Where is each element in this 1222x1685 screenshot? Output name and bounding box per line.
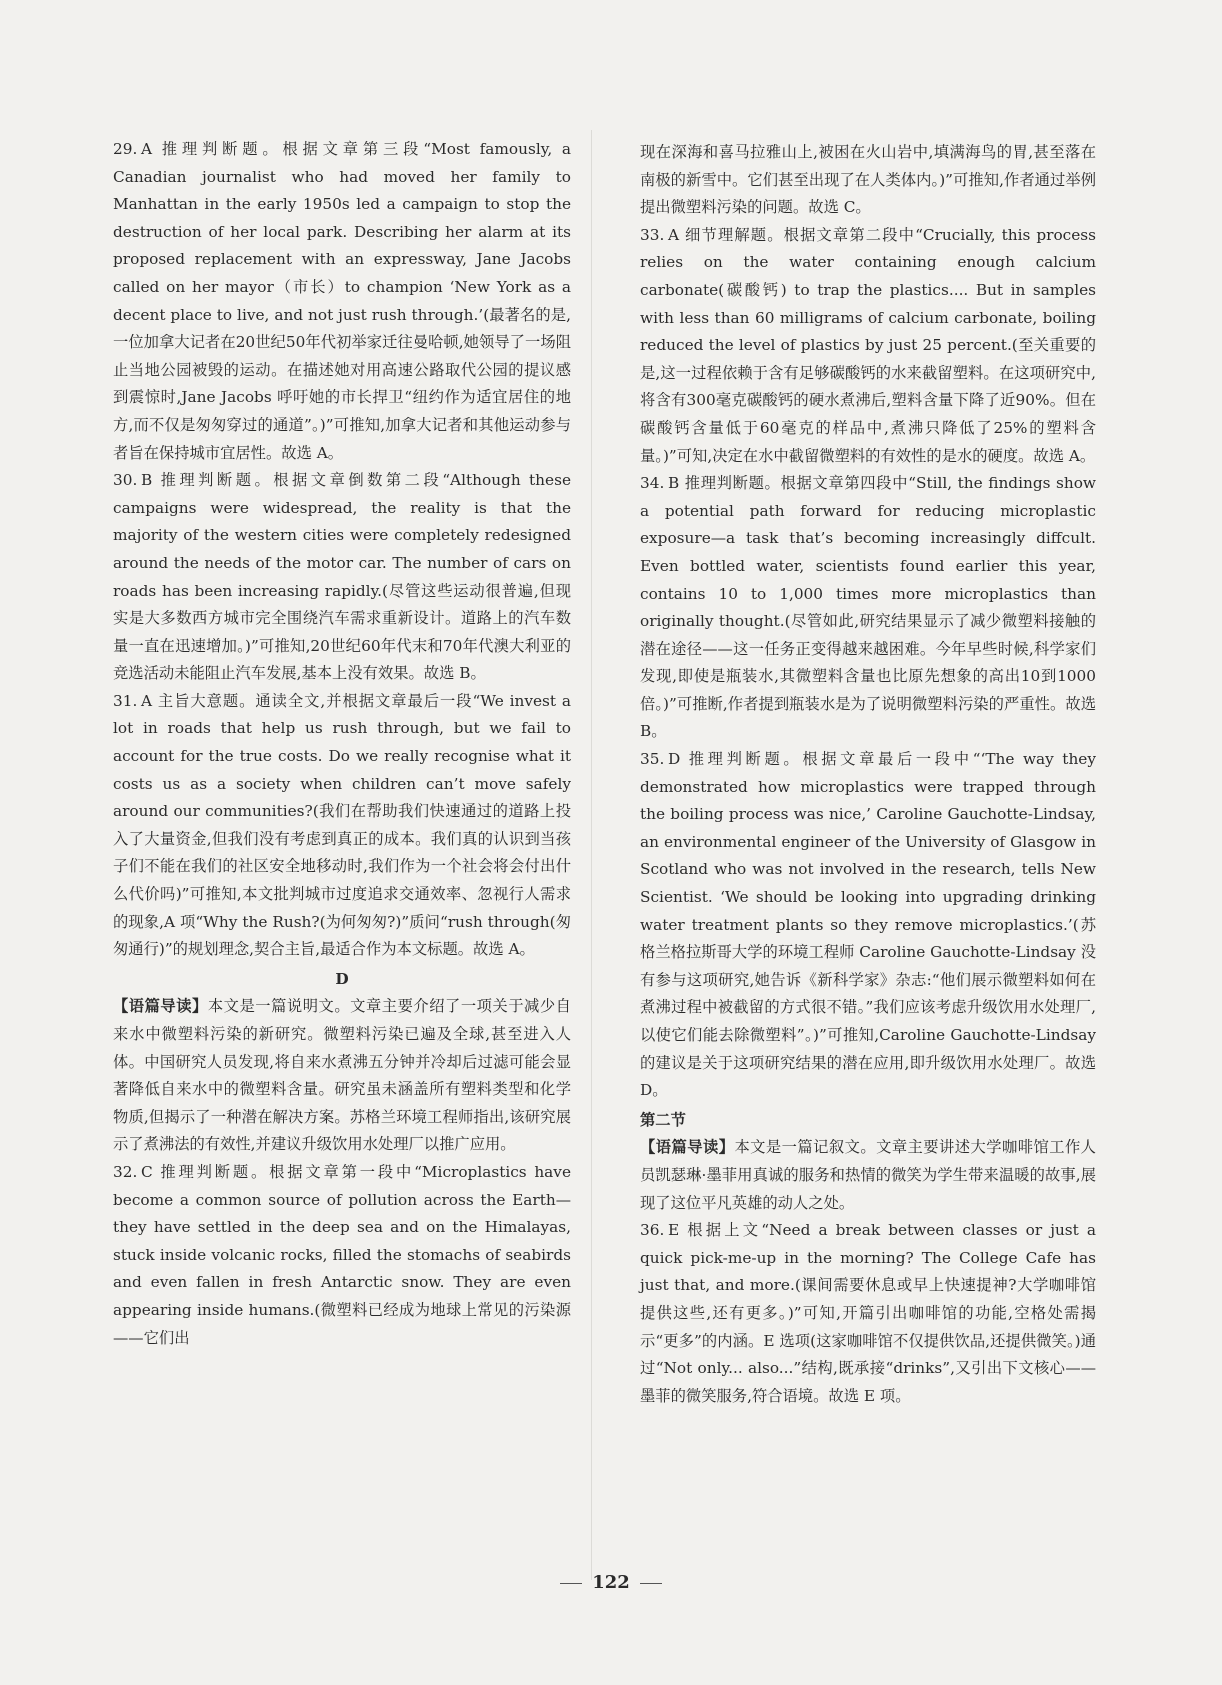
answer-31 <box>113 688 571 964</box>
answer-32 <box>113 1159 571 1352</box>
left-column <box>113 136 571 1352</box>
right-column <box>640 139 1096 1410</box>
answer-text: C 推理判断题。根据文章第一段中“Microplastics have become a common source of pollution across the Earth—they have settled in the deep sea and on the Himalayas, stuck inside volcanic rocks, filled the stomachs of seabirds and even fallen in fresh Antarctic snow. They are even appearing inside humans.(微塑料已经成为地球上常见的污染源——它们出 <box>113 1162 571 1347</box>
answer-text: B 推理判断题。根据文章倒数第二段“Although these campaigns were widespread, the reality is that the majority of the western cities were completely redesigned around the needs of the motor car. The number of cars on roads has been increasing rapidly.(尽管这些运动很普遍,但现实是大多数西方城市完全围绕汽车需求重新设计。道路上的汽车数量一直在迅速增加。)”可推知,20世纪60年代末和70年代澳大利亚的竞选活动未能阻止汽车发展,基本上没有效果。故选 B。 <box>113 471 571 683</box>
reading-guide-2 <box>640 1134 1096 1217</box>
question-number: 34. <box>640 474 665 493</box>
reading-guide-tag: 【语篇导读】 <box>113 997 208 1016</box>
question-number: 36. <box>640 1221 665 1240</box>
question-number: 29. <box>113 140 138 158</box>
answer-35 <box>640 746 1096 1105</box>
answer-33 <box>640 222 1096 470</box>
reading-guide-text: 本文是一篇说明文。文章主要介绍了一项关于减少自来水中微塑料污染的新研究。微塑料污染已遍及全球,甚至进入人体。中国研究人员发现,将自来水煮沸五分钟并冷却后过滤可能会显著降低自来水中的微塑料含量。研究虽未涵盖所有塑料类型和化学物质,但揭示了一种潜在解决方案。苏格兰环境工程师指出,该研究展示了煮沸法的有效性,并建议升级饮用水处理厂以推广应用。 <box>113 997 571 1154</box>
question-number: 31. <box>113 691 138 710</box>
page-footer <box>0 1572 1222 1593</box>
answer-32-continued: 现在深海和喜马拉雅山上,被困在火山岩中,填满海鸟的胃,甚至落在南极的新雪中。它们甚至出现了在人类体内。)”可推知,作者通过举例提出微塑料污染的问题。故选 C。 <box>640 143 1096 217</box>
question-number: 35. <box>640 750 665 769</box>
answer-text: A 推理判断题。根据文章第三段“Most famously, a Canadian journalist who had moved her family to Manhattan in the early 1950s led a campaign to stop the destruction of her local park. Describing her alarm at its proposed replacement with an expressway, Jane Jacobs called on her mayor（市长）to champion ‘New York as a decent place to live, and not just rush through.’(最著名的是,一位加拿大记者在20世纪50年代初举家迁往曼哈顿,她领导了一场阻止当地公园被毁的运动。在描述她对用高速公路取代公园的提议感到震惊时,Jane Jacobs 呼吁她的市长捍卫“纽约作为适宜居住的地方,而不仅是匆匆穿过的通道”。)”可推知,加拿大记者和其他运动参与者旨在保持城市宜居性。故选 A。 <box>113 140 571 462</box>
footer-dash-left <box>560 1583 582 1584</box>
question-number: 32. <box>113 1162 138 1181</box>
answer-text: B 推理判断题。根据文章第四段中“Still, the findings show a potential path forward for reducing microplastic exposure—a task that’s becoming increasingly diffcult. Even bottled water, scientists found earlier this year, contains 10 to 1,000 times more microplastics than originally thought.(尽管如此,研究结果显示了减少微塑料接触的潜在途径——这一任务正变得越来越困难。今年早些时候,科学家们发现,即使是瓶装水,其微塑料含量也比原先想象的高出10到1000倍。)”可推断,作者提到瓶装水是为了说明微塑料污染的严重性。故选 B。 <box>640 474 1096 741</box>
question-number: 33. <box>640 225 665 244</box>
answer-29 <box>113 136 571 467</box>
section-heading-d: D <box>335 969 349 988</box>
answer-34 <box>640 470 1096 746</box>
page-number: 122 <box>592 1572 630 1593</box>
answer-text: D 推理判断题。根据文章最后一段中“‘The way they demonstrated how microplastics were trapped through the boiling process was nice,’ Caroline Gauchotte-Lindsay, an environmental engineer of the University of Glasgow in Scotland who was not involved in the research, tells New Scientist. ‘We should be looking into upgrading drinking water treatment plants so they remove microplastics.’(苏格兰格拉斯哥大学的环境工程师 Caroline Gauchotte-Lindsay 没有参与这项研究,她告诉《新科学家》杂志:“他们展示微塑料如何在煮沸过程中被截留的方式很不错。”我们应该考虑升级饮用水处理厂,以使它们能去除微塑料”。)”可推知,Caroline Gauchotte-Lindsay 的建议是关于这项研究结果的潜在应用,即升级饮用水处理厂。故选 D。 <box>640 750 1096 1100</box>
reading-guide-text: 本文是一篇记叙文。文章主要讲述大学咖啡馆工作人员凯瑟琳·墨菲用真诚的服务和热情的微笑为学生带来温暖的故事,展现了这位平凡英雄的动人之处。 <box>640 1138 1096 1212</box>
answer-text: E 根据上文“Need a break between classes or just a quick pick-me-up in the morning? The College Cafe has just that, and more.(课间需要休息或早上快速提神?大学咖啡馆提供这些,还有更多。)”可知,开篇引出咖啡馆的功能,空格处需揭示“更多”的内涵。E 选项(这家咖啡馆不仅提供饮品,还提供微笑。)通过“Not only... also...”结构,既承接“drinks”,又引出下文核心——墨菲的微笑服务,符合语境。故选 E 项。 <box>640 1221 1096 1405</box>
column-divider <box>591 130 592 1580</box>
answer-36 <box>640 1217 1096 1410</box>
reading-guide-tag: 【语篇导读】 <box>640 1138 735 1157</box>
question-number: 30. <box>113 471 138 490</box>
footer-dash-right <box>640 1583 662 1584</box>
reading-guide-d <box>113 993 571 1159</box>
answer-30 <box>113 467 571 688</box>
answer-text: A 细节理解题。根据文章第二段中“Crucially, this process relies on the water containing enough calcium carbonate(碳酸钙) to trap the plastics.... But in samples with less than 60 milligrams of calcium carbonate, boiling reduced the level of plastics by just 25 percent.(至关重要的是,这一过程依赖于含有足够碳酸钙的水来截留塑料。在这项研究中,将含有300毫克碳酸钙的硬水煮沸后,塑料含量下降了近90%。但在碳酸钙含量低于60毫克的样品中,煮沸只降低了25%的塑料含量。)”可知,决定在水中截留微塑料的有效性的是水的硬度。故选 A。 <box>640 225 1096 465</box>
answer-text: A 主旨大意题。通读全文,并根据文章最后一段“We invest a lot in roads that help us rush through, but we fail to account for the true costs. Do we really recognise what it costs us as a society when children can’t move safely around our communities?(我们在帮助我们快速通过的道路上投入了大量资金,但我们没有考虑到真正的成本。我们真的认识到当孩子们不能在我们的社区安全地移动时,我们作为一个社会将会付出什么代价吗)”可推知,本文批判城市过度追求交通效率、忽视行人需求的现象,A 项“Why the Rush?(为何匆匆?)”质问“rush through(匆匆通行)”的规划理念,契合主旨,最适合作为本文标题。故选 A。 <box>113 691 571 959</box>
section-heading-2: 第二节 <box>640 1110 686 1129</box>
